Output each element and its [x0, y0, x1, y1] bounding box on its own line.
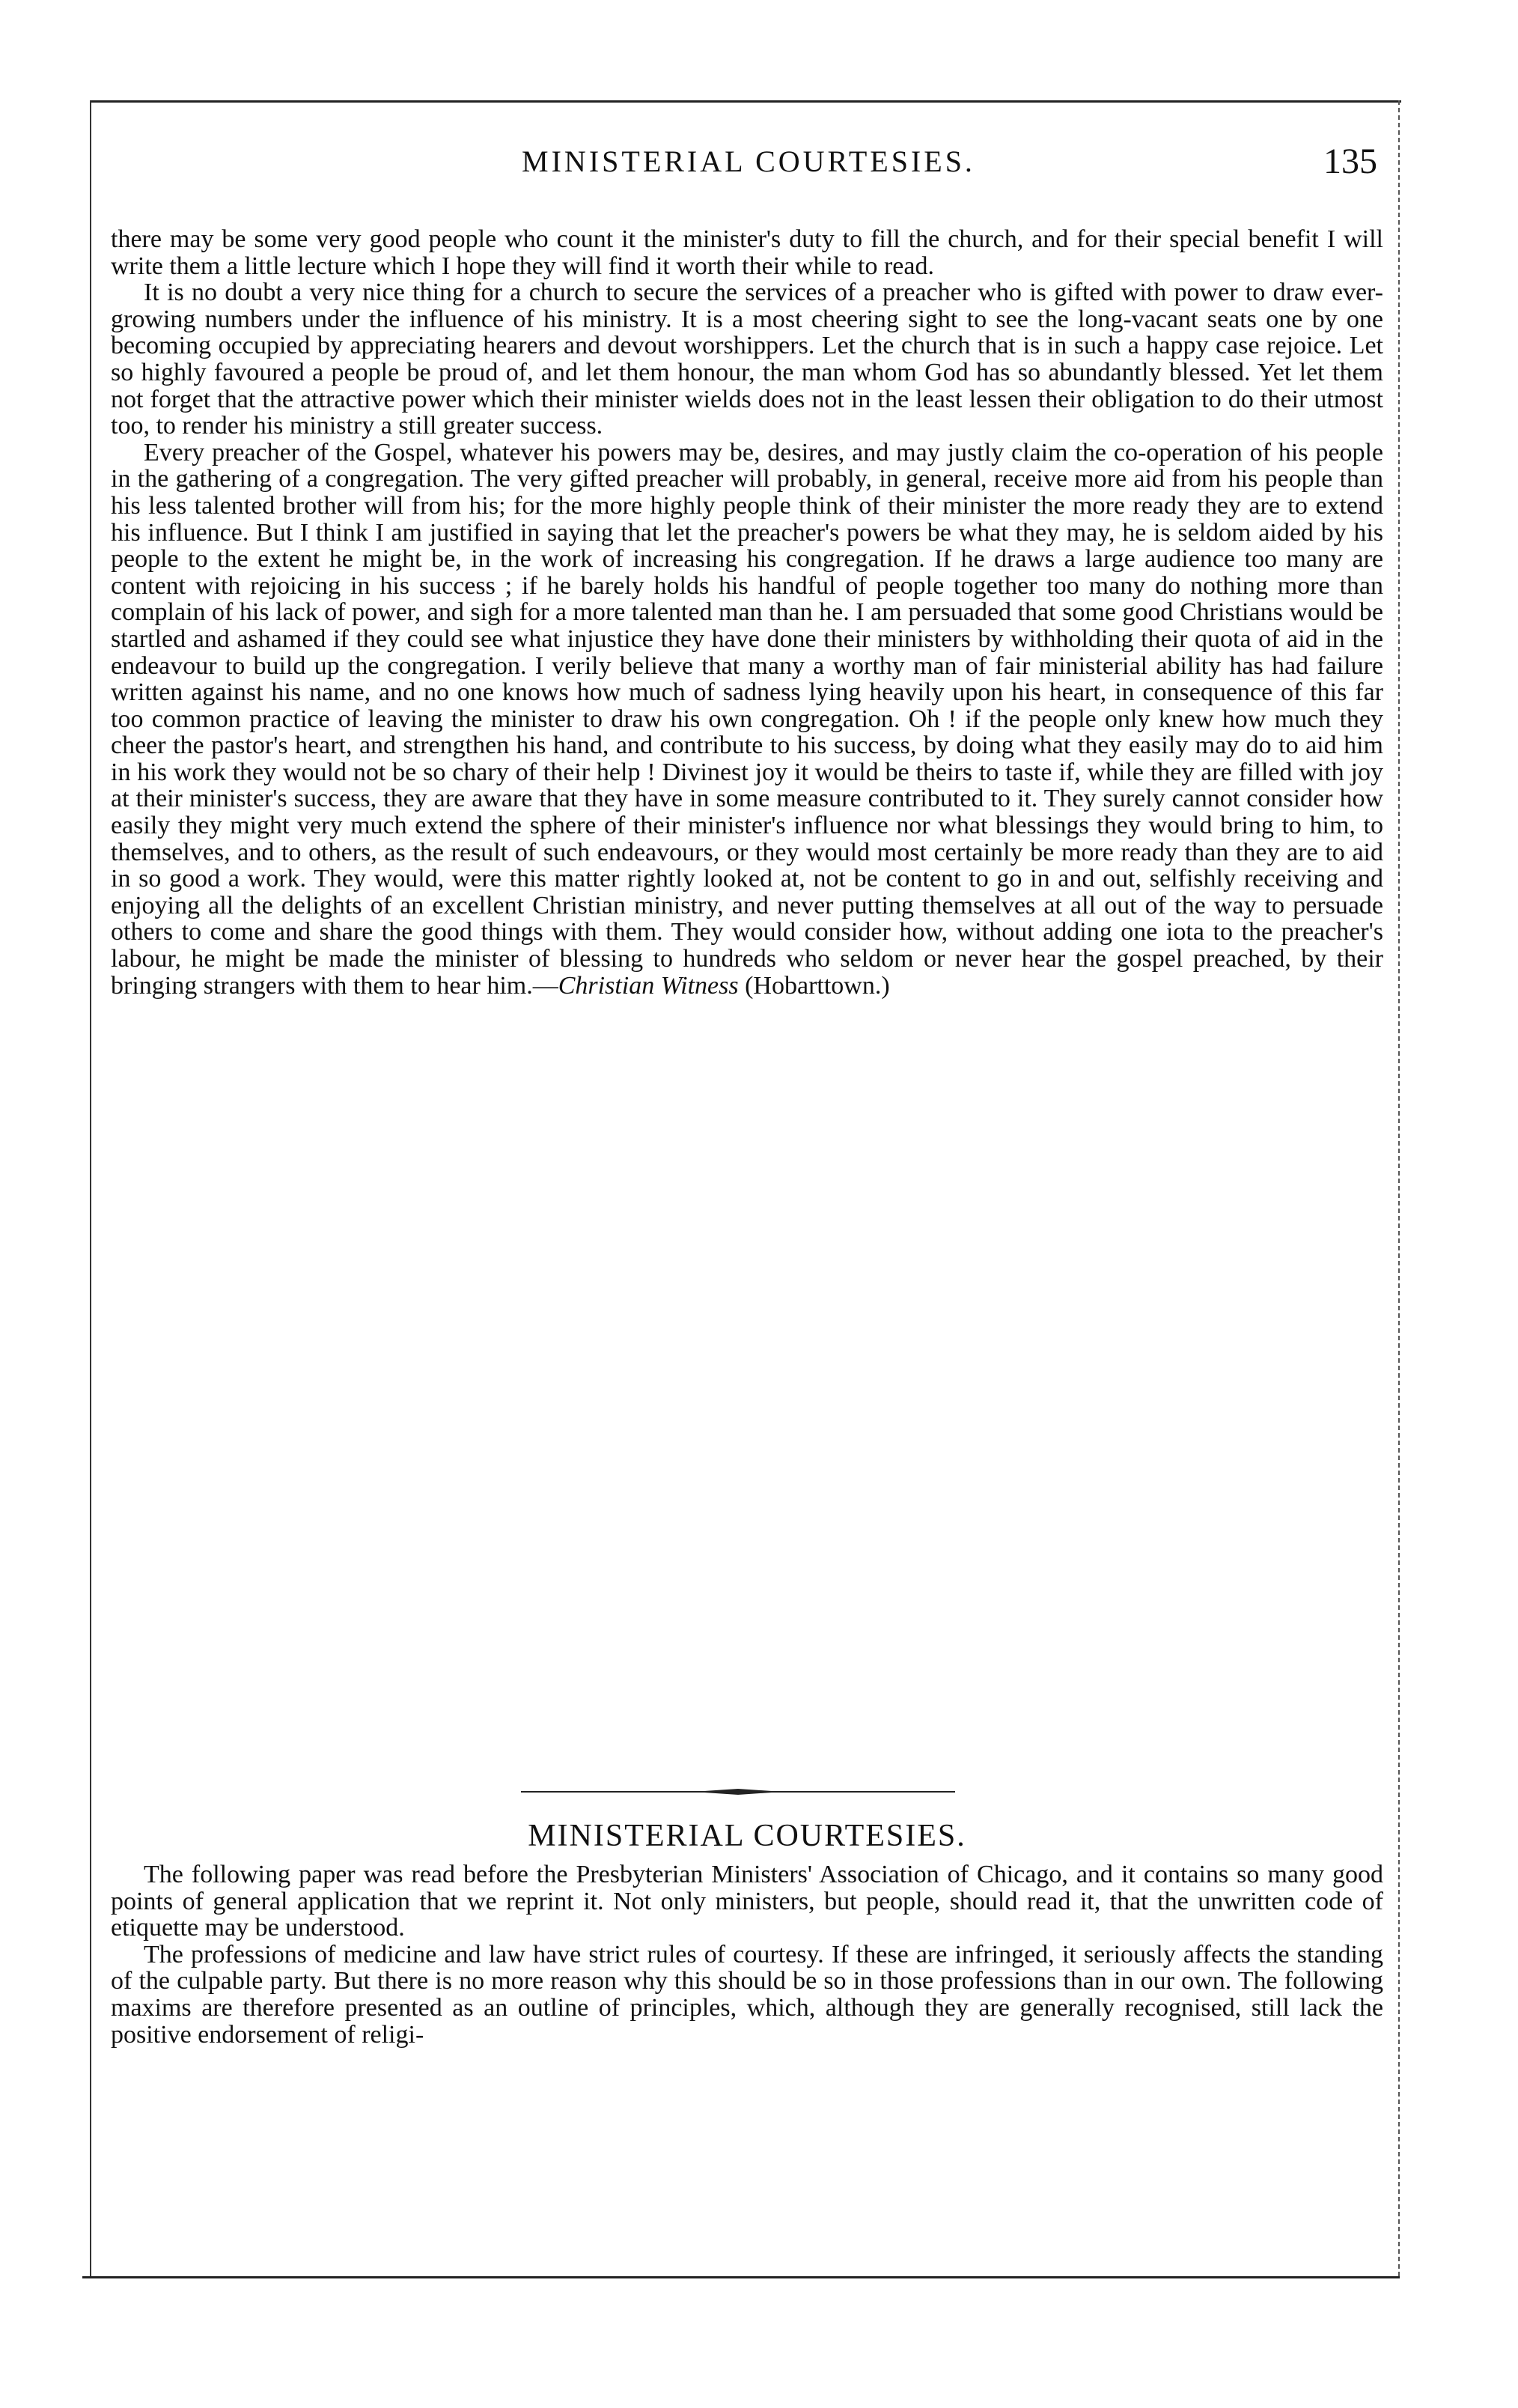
attribution-place: (Hobarttown.) — [738, 971, 890, 1000]
article-two-body — [111, 1861, 1383, 2048]
running-head — [112, 139, 1385, 184]
article-one-paragraph-3-text: Every preacher of the Gospel, whatever his powers may be, desires, and may justly claim the co-operation of his people in the gathering of a congregation. The very gifted preacher will probably, in general, receive more aid from his people than his less talented brother will from his; for the more highly people think of their minister the more ready they are to extend his influence. But I think I am justified in saying that let the preacher's powers be what they may, he is seldom aided by his people to the extent he might be, in the work of increasing his congregation. If he draws a large audience too many are content with rejoicing in his success ; if he barely holds his handful of people together too many do nothing more than complain of his lack of power, and sigh for a more talented man than he. I am persuaded that some good Christians would be startled and ashamed if they could see what injustice they have done their ministers by withholding their quota of aid in the endeavour to build up the congregation. I verily believe that many a worthy man of fair ministerial ability has had failure written against his name, and no one knows how much of sadness lying heavily upon his heart, in consequence of this far too common practice of leaving the minister to draw his own congregation. Oh ! if the people only knew how much they cheer the pastor's heart, and strengthen his hand, and contribute to his success, by doing what they easily may do to aid him in his work they would not be so chary of their help ! Divinest joy it would be theirs to taste if, while they are filled with joy at their minister's success, they are aware that they have in some measure contributed to it. They surely cannot consider how easily they might very much extend the sphere of their minister's influence nor what blessings they would bring to him, to themselves, and to others, as the result of such endeavours, or they would most certainly be more ready than they are to aid in so good a work. They would, were this matter rightly looked at, not be content to go in and out, selfishly receiving and enjoying all the delights of an excellent Christian ministry, and never putting themselves at all out of the way to persuade others to come and share the good things with them. They would consider how, without adding one iota to the preacher's labour, he might be made the minister of blessing to hundreds who seldom or never hear the gospel preached, by their bringing strangers with them to hear him.— — [111, 438, 1383, 1000]
article-two-paragraph-1: The following paper was read before the Presbyterian Ministers' Association of Chicago, and it contains so many good points of general application that we reprint it. Not only ministers, but people, should read it, that the unwritten code of etiquette may be understood. — [111, 1861, 1383, 1942]
page-frame-bottom-rule — [82, 2276, 1400, 2278]
article-two-paragraph-2: The professions of medicine and law have strict rules of courtesy. If these are infringed, it seriously affects the standing of the culpable party. But there is no more reason why this should be so in those professions than in our own. The following maxims are therefore presented as an outline of principles, which, although they are generally recognised, still lack the positive endorsement of religi- — [111, 1940, 1383, 2049]
page-frame-left-rule — [90, 100, 91, 2276]
section-divider-ornament — [521, 1789, 955, 1795]
article-one-body — [111, 226, 1383, 999]
article-one-paragraph-2: It is no doubt a very nice thing for a church to secure the services of a preacher who is gifted with power to draw ever-growing numbers under the influence of his ministry. It is a most cheering sight to see the long-vacant seats one by one becoming occupied by appreciating hearers and devout worshippers. Let the church that is in such a happy case rejoice. Let so highly favoured a people be proud of, and let them honour, the man whom God has so abundantly blessed. Yet let them not forget that the attractive power which their minister wields does not in the least lessen their obligation to do their utmost too, to render his ministry a still greater success. — [111, 279, 1383, 440]
article-one-paragraph-3 — [111, 440, 1383, 999]
attribution-source: Christian Witness — [558, 971, 739, 1000]
article-two-heading: MINISTERIAL COURTESIES. — [528, 1819, 966, 1853]
running-head-title: MINISTERIAL COURTESIES. — [522, 145, 975, 178]
page-number: 135 — [1323, 142, 1377, 181]
page-frame-top-rule — [90, 100, 1401, 103]
page-frame-right-rule — [1398, 100, 1400, 2276]
article-one-paragraph-1: there may be some very good people who count it the minister's duty to fill the church, and for their special benefit I will write them a little lecture which I hope they will find it worth their while to read. — [111, 225, 1383, 280]
